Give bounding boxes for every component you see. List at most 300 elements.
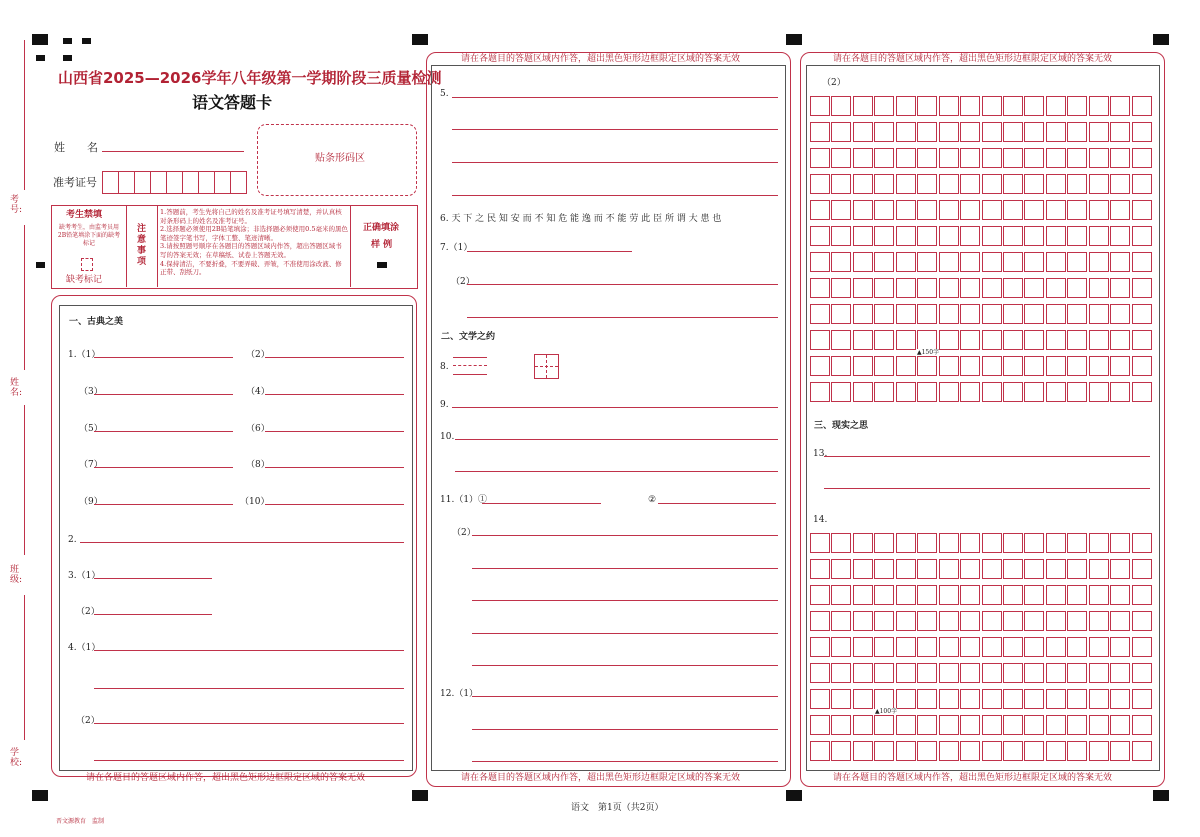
grid-cell[interactable] (874, 533, 894, 553)
grid-cell[interactable] (1003, 122, 1023, 142)
grid-cell[interactable] (1067, 200, 1087, 220)
grid-cell[interactable] (982, 741, 1002, 761)
grid-cell[interactable] (1067, 611, 1087, 631)
grid-cell[interactable] (1110, 611, 1130, 631)
grid-cell[interactable] (1067, 122, 1087, 142)
grid-cell[interactable] (831, 278, 851, 298)
grid-cell[interactable] (1110, 382, 1130, 402)
grid-cell[interactable] (1089, 689, 1109, 709)
grid-cell[interactable] (810, 122, 830, 142)
grid-cell[interactable] (1110, 689, 1130, 709)
grid-cell[interactable] (939, 585, 959, 605)
grid-cell[interactable] (1132, 122, 1152, 142)
grid-cell[interactable] (960, 663, 980, 683)
grid-cell[interactable] (896, 174, 916, 194)
grid-cell[interactable] (831, 200, 851, 220)
grid-cell[interactable] (1089, 148, 1109, 168)
grid-cell[interactable] (1110, 356, 1130, 376)
grid-cell[interactable] (1067, 533, 1087, 553)
grid-cell[interactable] (1024, 356, 1044, 376)
grid-cell[interactable] (896, 741, 916, 761)
grid-cell[interactable] (810, 533, 830, 553)
q11-2-line[interactable] (472, 535, 778, 536)
grid-cell[interactable] (939, 637, 959, 657)
grid-cell[interactable] (896, 611, 916, 631)
grid-cell[interactable] (874, 278, 894, 298)
composition-grid-150[interactable] (810, 96, 1154, 406)
grid-cell[interactable] (1067, 741, 1087, 761)
q1-7-line[interactable] (94, 467, 233, 468)
grid-cell[interactable] (831, 304, 851, 324)
grid-cell[interactable] (810, 741, 830, 761)
grid-cell[interactable] (831, 330, 851, 350)
grid-cell[interactable] (853, 382, 873, 402)
grid-cell[interactable] (831, 226, 851, 246)
grid-cell[interactable] (1003, 356, 1023, 376)
grid-cell[interactable] (1089, 330, 1109, 350)
grid-cell[interactable] (1046, 715, 1066, 735)
grid-cell[interactable] (1024, 96, 1044, 116)
grid-cell[interactable] (810, 304, 830, 324)
grid-cell[interactable] (1067, 330, 1087, 350)
grid-cell[interactable] (982, 330, 1002, 350)
grid-cell[interactable] (960, 637, 980, 657)
grid-cell[interactable] (917, 252, 937, 272)
grid-cell[interactable] (1046, 689, 1066, 709)
grid-cell[interactable] (1003, 663, 1023, 683)
grid-cell[interactable] (1089, 585, 1109, 605)
grid-cell[interactable] (1046, 200, 1066, 220)
grid-cell[interactable] (1024, 741, 1044, 761)
grid-cell[interactable] (917, 689, 937, 709)
grid-cell[interactable] (917, 715, 937, 735)
grid-cell[interactable] (982, 226, 1002, 246)
grid-cell[interactable] (982, 663, 1002, 683)
grid-cell[interactable] (917, 148, 937, 168)
grid-cell[interactable] (1110, 200, 1130, 220)
grid-cell[interactable] (831, 96, 851, 116)
grid-cell[interactable] (853, 278, 873, 298)
q12-1-line3[interactable] (472, 761, 778, 762)
grid-cell[interactable] (1132, 559, 1152, 579)
q1-6-line[interactable] (265, 431, 404, 432)
grid-cell[interactable] (960, 330, 980, 350)
grid-cell[interactable] (917, 122, 937, 142)
grid-cell[interactable] (1132, 96, 1152, 116)
grid-cell[interactable] (1110, 715, 1130, 735)
grid-cell[interactable] (1046, 122, 1066, 142)
grid-cell[interactable] (1003, 611, 1023, 631)
grid-cell[interactable] (1046, 611, 1066, 631)
grid-cell[interactable] (853, 226, 873, 246)
composition-grid-100[interactable] (810, 533, 1154, 768)
grid-cell[interactable] (831, 533, 851, 553)
grid-cell[interactable] (939, 356, 959, 376)
grid-cell[interactable] (810, 174, 830, 194)
grid-cell[interactable] (982, 148, 1002, 168)
grid-cell[interactable] (1067, 689, 1087, 709)
grid-cell[interactable] (1089, 278, 1109, 298)
q11-2-line2[interactable] (472, 568, 778, 569)
grid-cell[interactable] (1024, 559, 1044, 579)
grid-cell[interactable] (896, 122, 916, 142)
grid-cell[interactable] (960, 559, 980, 579)
grid-cell[interactable] (1067, 304, 1087, 324)
grid-cell[interactable] (960, 715, 980, 735)
q11-2-line5[interactable] (472, 665, 778, 666)
grid-cell[interactable] (810, 689, 830, 709)
q11-2-line4[interactable] (472, 633, 778, 634)
grid-cell[interactable] (1110, 304, 1130, 324)
q3-2-line[interactable] (94, 614, 212, 615)
grid-cell[interactable] (1067, 148, 1087, 168)
grid-cell[interactable] (874, 200, 894, 220)
grid-cell[interactable] (853, 200, 873, 220)
grid-cell[interactable] (853, 174, 873, 194)
grid-cell[interactable] (831, 148, 851, 168)
grid-cell[interactable] (1089, 559, 1109, 579)
grid-cell[interactable] (982, 96, 1002, 116)
grid-cell[interactable] (810, 278, 830, 298)
grid-cell[interactable] (1067, 585, 1087, 605)
grid-cell[interactable] (1024, 585, 1044, 605)
grid-cell[interactable] (853, 741, 873, 761)
q3-1-line[interactable] (94, 578, 212, 579)
grid-cell[interactable] (896, 200, 916, 220)
grid-cell[interactable] (1132, 174, 1152, 194)
grid-cell[interactable] (810, 200, 830, 220)
grid-cell[interactable] (896, 96, 916, 116)
grid-cell[interactable] (1067, 252, 1087, 272)
grid-cell[interactable] (853, 611, 873, 631)
grid-cell[interactable] (1132, 304, 1152, 324)
grid-cell[interactable] (853, 689, 873, 709)
grid-cell[interactable] (1003, 559, 1023, 579)
grid-cell[interactable] (1024, 611, 1044, 631)
grid-cell[interactable] (853, 148, 873, 168)
grid-cell[interactable] (1024, 382, 1044, 402)
grid-cell[interactable] (1024, 533, 1044, 553)
q12-1-line[interactable] (472, 696, 778, 697)
grid-cell[interactable] (1132, 382, 1152, 402)
grid-cell[interactable] (917, 96, 937, 116)
grid-cell[interactable] (1089, 637, 1109, 657)
grid-cell[interactable] (874, 304, 894, 324)
grid-cell[interactable] (1003, 382, 1023, 402)
q1-2-line[interactable] (265, 357, 404, 358)
grid-cell[interactable] (939, 304, 959, 324)
q1-10-line[interactable] (265, 504, 404, 505)
grid-cell[interactable] (982, 715, 1002, 735)
grid-cell[interactable] (982, 174, 1002, 194)
grid-cell[interactable] (810, 148, 830, 168)
grid-cell[interactable] (874, 226, 894, 246)
grid-cell[interactable] (939, 122, 959, 142)
grid-cell[interactable] (853, 252, 873, 272)
grid-cell[interactable] (982, 585, 1002, 605)
grid-cell[interactable] (810, 715, 830, 735)
q4-2-line2[interactable] (94, 760, 404, 761)
q11-2-line3[interactable] (472, 600, 778, 601)
grid-cell[interactable] (853, 96, 873, 116)
q7-1-line[interactable] (467, 251, 632, 252)
grid-cell[interactable] (1089, 356, 1109, 376)
grid-cell[interactable] (810, 663, 830, 683)
grid-cell[interactable] (917, 278, 937, 298)
grid-cell[interactable] (1110, 533, 1130, 553)
grid-cell[interactable] (896, 278, 916, 298)
grid-cell[interactable] (1110, 559, 1130, 579)
grid-cell[interactable] (1110, 122, 1130, 142)
grid-cell[interactable] (960, 382, 980, 402)
grid-cell[interactable] (982, 200, 1002, 220)
grid-cell[interactable] (810, 585, 830, 605)
grid-cell[interactable] (874, 741, 894, 761)
grid-cell[interactable] (982, 122, 1002, 142)
grid-cell[interactable] (1024, 252, 1044, 272)
grid-cell[interactable] (939, 382, 959, 402)
grid-cell[interactable] (1067, 278, 1087, 298)
grid-cell[interactable] (939, 96, 959, 116)
grid-cell[interactable] (1132, 226, 1152, 246)
grid-cell[interactable] (1089, 533, 1109, 553)
grid-cell[interactable] (896, 148, 916, 168)
grid-cell[interactable] (917, 174, 937, 194)
grid-cell[interactable] (939, 741, 959, 761)
grid-cell[interactable] (1110, 96, 1130, 116)
grid-cell[interactable] (853, 356, 873, 376)
grid-cell[interactable] (1067, 637, 1087, 657)
grid-cell[interactable] (1067, 715, 1087, 735)
q9-line[interactable] (452, 407, 778, 408)
q13-line[interactable] (824, 456, 1150, 457)
q4-1-line[interactable] (94, 650, 404, 651)
grid-cell[interactable] (939, 226, 959, 246)
grid-cell[interactable] (874, 330, 894, 350)
grid-cell[interactable] (810, 252, 830, 272)
grid-cell[interactable] (960, 174, 980, 194)
grid-cell[interactable] (1110, 174, 1130, 194)
grid-cell[interactable] (810, 637, 830, 657)
grid-cell[interactable] (853, 304, 873, 324)
grid-cell[interactable] (1089, 741, 1109, 761)
grid-cell[interactable] (896, 715, 916, 735)
grid-cell[interactable] (1003, 252, 1023, 272)
grid-cell[interactable] (1046, 96, 1066, 116)
grid-cell[interactable] (1003, 533, 1023, 553)
grid-cell[interactable] (1046, 356, 1066, 376)
grid-cell[interactable] (917, 637, 937, 657)
grid-cell[interactable] (874, 174, 894, 194)
grid-cell[interactable] (896, 585, 916, 605)
grid-cell[interactable] (874, 252, 894, 272)
grid-cell[interactable] (1046, 585, 1066, 605)
grid-cell[interactable] (853, 715, 873, 735)
grid-cell[interactable] (831, 689, 851, 709)
grid-cell[interactable] (960, 122, 980, 142)
q5-line3[interactable] (452, 162, 778, 163)
grid-cell[interactable] (1089, 611, 1109, 631)
grid-cell[interactable] (896, 637, 916, 657)
grid-cell[interactable] (831, 741, 851, 761)
grid-cell[interactable] (1003, 278, 1023, 298)
grid-cell[interactable] (939, 174, 959, 194)
grid-cell[interactable] (939, 200, 959, 220)
grid-cell[interactable] (896, 559, 916, 579)
q1-5-line[interactable] (94, 431, 233, 432)
grid-cell[interactable] (960, 304, 980, 324)
grid-cell[interactable] (939, 715, 959, 735)
grid-cell[interactable] (1003, 174, 1023, 194)
grid-cell[interactable] (960, 741, 980, 761)
grid-cell[interactable] (1046, 559, 1066, 579)
grid-cell[interactable] (1110, 252, 1130, 272)
grid-cell[interactable] (1003, 585, 1023, 605)
grid-cell[interactable] (1110, 148, 1130, 168)
q5-line[interactable] (452, 97, 778, 98)
grid-cell[interactable] (874, 637, 894, 657)
grid-cell[interactable] (810, 559, 830, 579)
grid-cell[interactable] (1024, 226, 1044, 246)
grid-cell[interactable] (810, 382, 830, 402)
q7-2-line[interactable] (467, 284, 778, 285)
grid-cell[interactable] (1003, 148, 1023, 168)
grid-cell[interactable] (1089, 122, 1109, 142)
grid-cell[interactable] (1024, 715, 1044, 735)
grid-cell[interactable] (1024, 148, 1044, 168)
grid-cell[interactable] (960, 252, 980, 272)
q11-1b-line[interactable] (658, 503, 776, 504)
grid-cell[interactable] (896, 252, 916, 272)
grid-cell[interactable] (939, 533, 959, 553)
grid-cell[interactable] (896, 689, 916, 709)
grid-cell[interactable] (874, 96, 894, 116)
grid-cell[interactable] (960, 278, 980, 298)
grid-cell[interactable] (1132, 585, 1152, 605)
grid-cell[interactable] (1067, 559, 1087, 579)
grid-cell[interactable] (917, 559, 937, 579)
grid-cell[interactable] (810, 226, 830, 246)
grid-cell[interactable] (1067, 174, 1087, 194)
grid-cell[interactable] (917, 585, 937, 605)
grid-cell[interactable] (874, 689, 894, 709)
grid-cell[interactable] (982, 278, 1002, 298)
grid-cell[interactable] (810, 330, 830, 350)
grid-cell[interactable] (1132, 741, 1152, 761)
q1-1-line[interactable] (94, 357, 233, 358)
grid-cell[interactable] (960, 585, 980, 605)
grid-cell[interactable] (1024, 174, 1044, 194)
grid-cell[interactable] (853, 559, 873, 579)
grid-cell[interactable] (1110, 585, 1130, 605)
grid-cell[interactable] (982, 533, 1002, 553)
grid-cell[interactable] (1024, 330, 1044, 350)
grid-cell[interactable] (1003, 304, 1023, 324)
grid-cell[interactable] (939, 663, 959, 683)
grid-cell[interactable] (917, 356, 937, 376)
grid-cell[interactable] (896, 330, 916, 350)
grid-cell[interactable] (1132, 330, 1152, 350)
grid-cell[interactable] (917, 304, 937, 324)
grid-cell[interactable] (982, 252, 1002, 272)
grid-cell[interactable] (1003, 741, 1023, 761)
grid-cell[interactable] (982, 559, 1002, 579)
grid-cell[interactable] (853, 585, 873, 605)
grid-cell[interactable] (1003, 200, 1023, 220)
grid-cell[interactable] (1132, 356, 1152, 376)
grid-cell[interactable] (1132, 611, 1152, 631)
grid-cell[interactable] (810, 356, 830, 376)
grid-cell[interactable] (896, 533, 916, 553)
grid-cell[interactable] (939, 278, 959, 298)
grid-cell[interactable] (874, 122, 894, 142)
grid-cell[interactable] (1089, 663, 1109, 683)
q1-8-line[interactable] (265, 467, 404, 468)
grid-cell[interactable] (1132, 533, 1152, 553)
grid-cell[interactable] (896, 382, 916, 402)
grid-cell[interactable] (874, 585, 894, 605)
grid-cell[interactable] (896, 663, 916, 683)
grid-cell[interactable] (1089, 200, 1109, 220)
grid-cell[interactable] (874, 148, 894, 168)
grid-cell[interactable] (1024, 200, 1044, 220)
grid-cell[interactable] (960, 148, 980, 168)
grid-cell[interactable] (939, 148, 959, 168)
grid-cell[interactable] (874, 663, 894, 683)
grid-cell[interactable] (982, 304, 1002, 324)
grid-cell[interactable] (1003, 715, 1023, 735)
q11-1-line[interactable] (482, 503, 601, 504)
grid-cell[interactable] (960, 533, 980, 553)
grid-cell[interactable] (917, 663, 937, 683)
grid-cell[interactable] (810, 96, 830, 116)
grid-cell[interactable] (1003, 96, 1023, 116)
grid-cell[interactable] (810, 611, 830, 631)
grid-cell[interactable] (982, 637, 1002, 657)
grid-cell[interactable] (939, 252, 959, 272)
q5-line4[interactable] (452, 195, 778, 196)
grid-cell[interactable] (1046, 330, 1066, 350)
grid-cell[interactable] (1067, 382, 1087, 402)
grid-cell[interactable] (960, 96, 980, 116)
grid-cell[interactable] (1110, 330, 1130, 350)
grid-cell[interactable] (1067, 663, 1087, 683)
grid-cell[interactable] (1024, 663, 1044, 683)
grid-cell[interactable] (982, 689, 1002, 709)
grid-cell[interactable] (853, 533, 873, 553)
grid-cell[interactable] (1024, 637, 1044, 657)
grid-cell[interactable] (831, 382, 851, 402)
grid-cell[interactable] (1132, 715, 1152, 735)
grid-cell[interactable] (1132, 200, 1152, 220)
grid-cell[interactable] (853, 663, 873, 683)
grid-cell[interactable] (1089, 96, 1109, 116)
grid-cell[interactable] (831, 611, 851, 631)
q1-9-line[interactable] (94, 504, 233, 505)
grid-cell[interactable] (896, 304, 916, 324)
grid-cell[interactable] (1110, 278, 1130, 298)
grid-cell[interactable] (960, 200, 980, 220)
q10-line[interactable] (455, 439, 778, 440)
q1-4-line[interactable] (265, 394, 404, 395)
grid-cell[interactable] (1046, 637, 1066, 657)
grid-cell[interactable] (917, 382, 937, 402)
grid-cell[interactable] (831, 174, 851, 194)
q4-1-line2[interactable] (94, 688, 404, 689)
grid-cell[interactable] (1089, 226, 1109, 246)
grid-cell[interactable] (1067, 96, 1087, 116)
grid-cell[interactable] (1046, 252, 1066, 272)
